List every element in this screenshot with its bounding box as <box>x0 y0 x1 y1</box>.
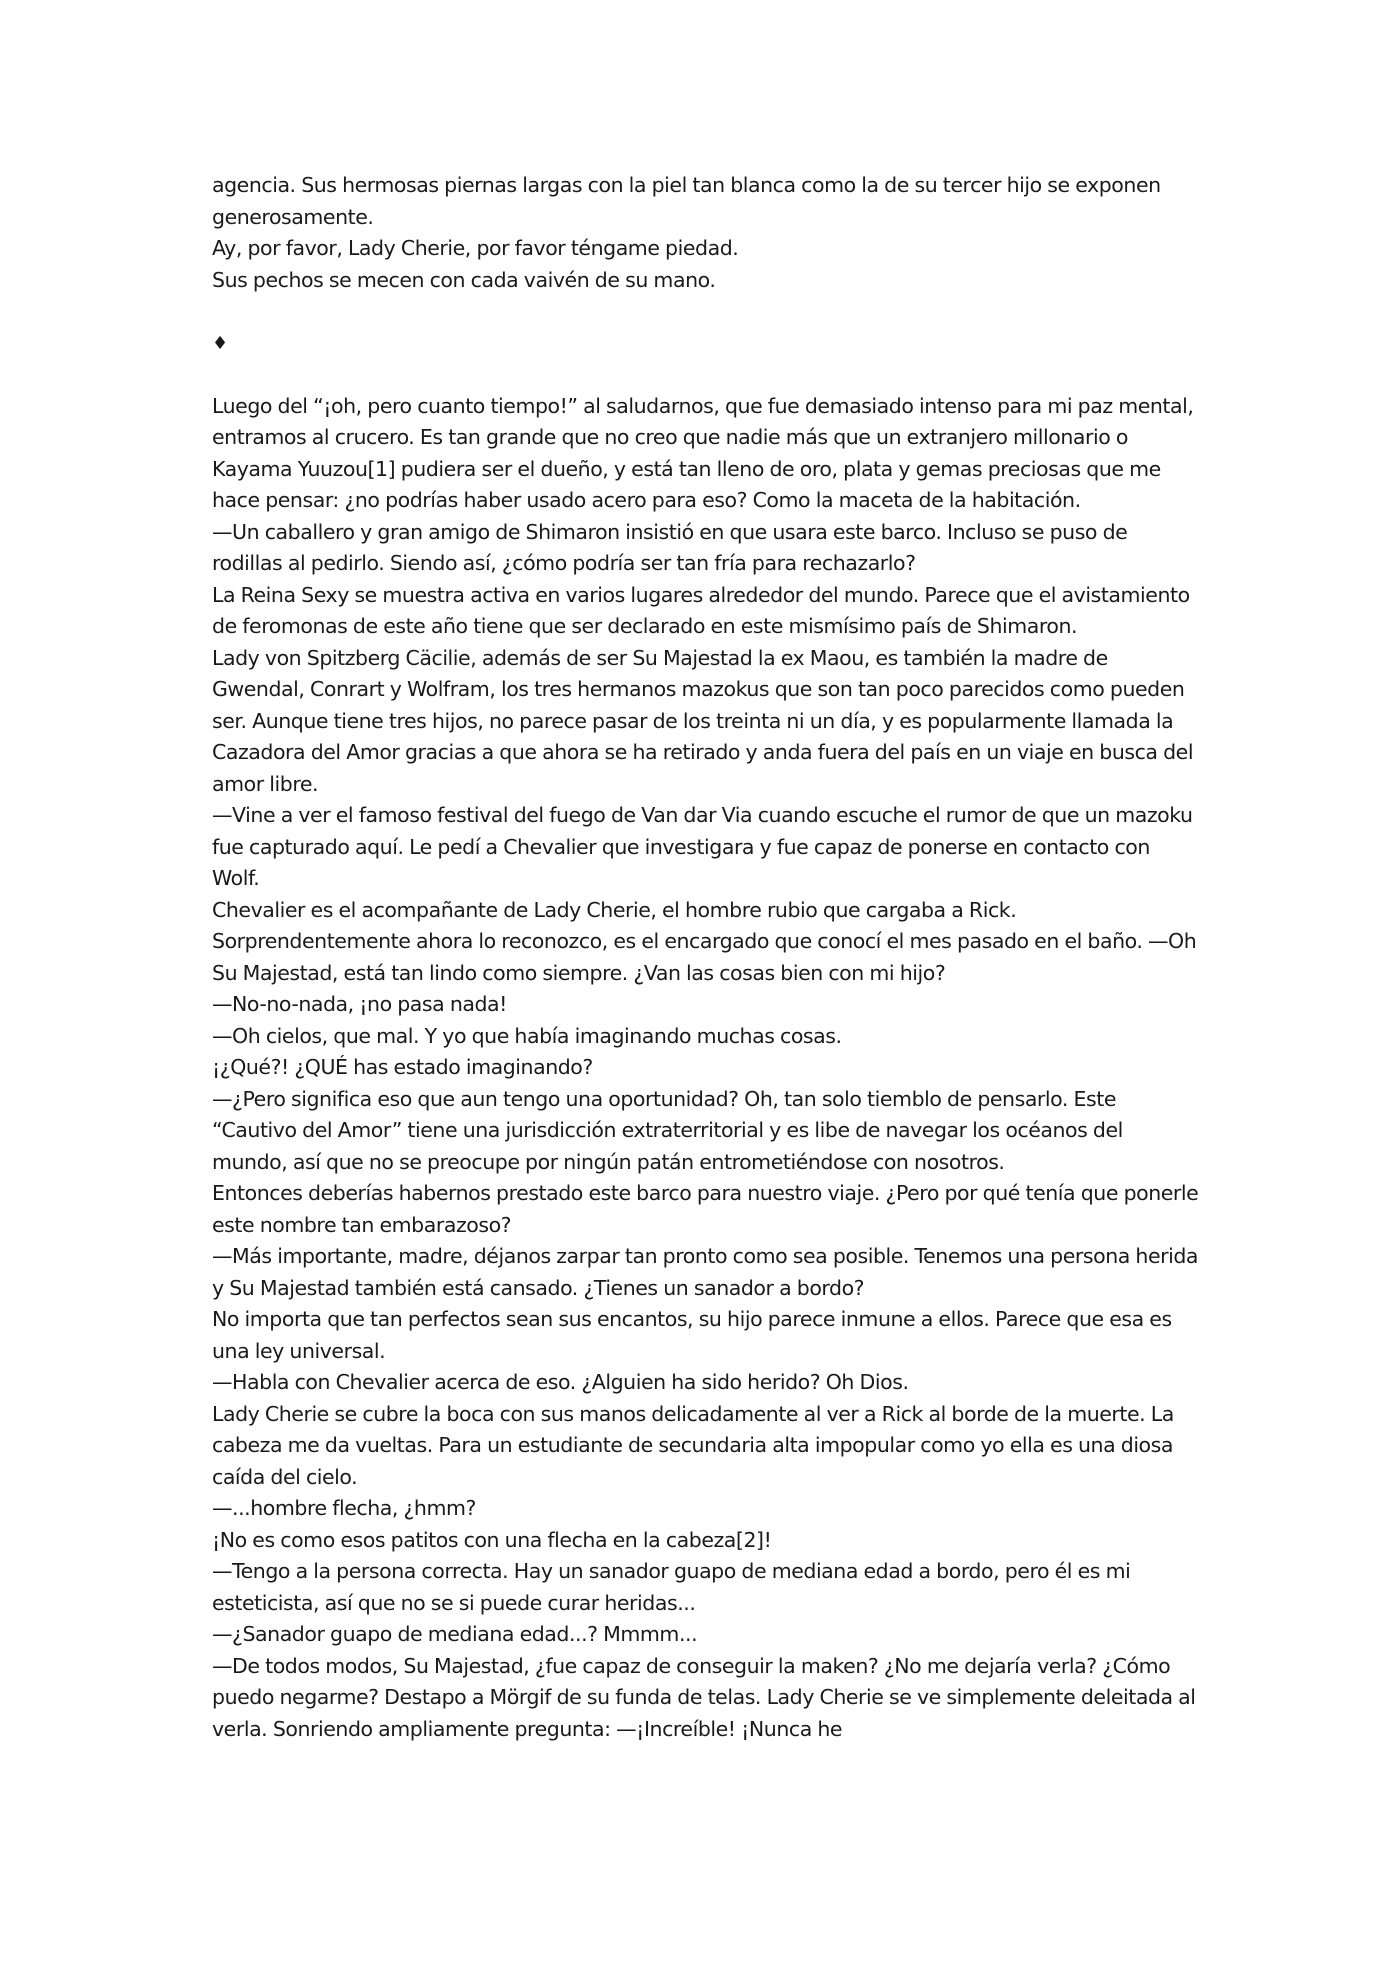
blank-line <box>212 359 1202 391</box>
paragraph: —Habla con Chevalier acerca de eso. ¿Alguien ha sido herido? Oh Dios. <box>212 1370 909 1394</box>
paragraph: —¿Pero significa eso que aun tengo una oportunidad? Oh, tan solo tiemblo de pensarlo. Este “Cautivo del Amor” tiene una jurisdicción extraterritorial y es libe de navegar los océanos del mundo, así que no se preocupe por ningún patán entrometiéndose con nosotros. <box>212 1086 1123 1174</box>
section-separator-diamond: ♦ <box>212 332 228 354</box>
paragraph: —De todos modos, Su Majestad, ¿fue capaz de conseguir la maken? ¿No me dejaría verla? ¿Cómo puedo negarme? Destapo a Mörgif de su funda de telas. Lady Cherie se ve simplemente deleitada al verla. Sonriendo ampliamente pregunta: —¡Increíble! ¡Nunca he <box>212 1653 1196 1741</box>
document-page <box>212 170 1202 1745</box>
paragraph: Sus pechos se mecen con cada vaivén de su mano. <box>212 267 716 292</box>
paragraph: —Vine a ver el famoso festival del fuego de Van dar Via cuando escuche el rumor de que un mazoku fue capturado aquí. Le pedí a Chevalier que investigara y fue capaz de ponerse en contacto con Wolf. <box>212 803 1193 890</box>
paragraph: Ay, por favor, Lady Cherie, por favor téngame piedad. <box>212 236 739 260</box>
blank-line <box>212 296 1202 328</box>
paragraph: —No-no-nada, ¡no pasa nada! <box>212 992 507 1016</box>
paragraph: Lady Cherie se cubre la boca con sus manos delicadamente al ver a Rick al borde de la muerte. La cabeza me da vueltas. Para un estudiante de secundaria alta impopular como yo ella es una diosa caída del cielo. <box>212 1401 1174 1489</box>
paragraph: agencia. Sus hermosas piernas largas con la piel tan blanca como la de su tercer hijo se exponen generosamente. <box>212 173 1161 229</box>
paragraph: —Tengo a la persona correcta. Hay un sanador guapo de mediana edad a bordo, pero él es mi esteticista, así que no se si puede curar heridas... <box>212 1559 1131 1615</box>
paragraph: Entonces deberías habernos prestado este barco para nuestro viaje. ¿Pero por qué tenía que ponerle este nombre tan embarazoso? <box>212 1181 1199 1237</box>
paragraph: ¡No es como esos patitos con una flecha en la cabeza[2]! <box>212 1527 772 1552</box>
paragraph: Lady von Spitzberg Cäcilie, además de ser Su Majestad la ex Maou, es también la madre de Gwendal, Conrart y Wolfram, los tres hermanos mazokus que son tan poco parecidos como pueden ser. Aunque tiene tres hijos, no parece pasar de los treinta ni un día, y es popularmente llamada la Cazadora del Amor gracias a que ahora se ha retirado y anda fuera del país en un viaje en busca del amor libre. <box>212 645 1194 796</box>
paragraph: —Un caballero y gran amigo de Shimaron insistió en que usara este barco. Incluso se puso de rodillas al pedirlo. Siendo así, ¿cómo podría ser tan fría para rechazarlo? <box>212 519 1128 575</box>
paragraph: —Más importante, madre, déjanos zarpar tan pronto como sea posible. Tenemos una persona herida y Su Majestad también está cansado. ¿Tienes un sanador a bordo? <box>212 1244 1199 1300</box>
paragraph: —Oh cielos, que mal. Y yo que había imaginando muchas cosas. <box>212 1023 842 1048</box>
paragraph: —...hombre flecha, ¿hmm? <box>212 1496 476 1520</box>
paragraph: Luego del “¡oh, pero cuanto tiempo!” al saludarnos, que fue demasiado intenso para mi paz mental, entramos al crucero. Es tan grande que no creo que nadie más que un extranjero millonario o Kayama Yuuzou[1] pudiera ser el dueño, y está tan lleno de oro, plata y gemas preciosas que me hace pensar: ¿no podrías haber usado acero para eso? Como la maceta de la habitación. <box>212 393 1194 512</box>
paragraph: No importa que tan perfectos sean sus encantos, su hijo parece inmune a ellos. Parece que esa es una ley universal. <box>212 1307 1172 1363</box>
paragraph: Chevalier es el acompañante de Lady Cherie, el hombre rubio que cargaba a Rick. Sorprendentemente ahora lo reconozco, es el encargado que conocí el mes pasado en el baño. —Oh Su Majestad, está tan lindo como siempre. ¿Van las cosas bien con mi hijo? <box>212 897 1197 985</box>
paragraph: La Reina Sexy se muestra activa en varios lugares alrededor del mundo. Parece que el avistamiento de feromonas de este año tiene que ser declarado en este mismísimo país de Shimaron. <box>212 582 1190 638</box>
paragraph: ¡¿Qué?! ¿QUÉ has estado imaginando? <box>212 1055 593 1079</box>
paragraph: —¿Sanador guapo de mediana edad...? Mmmm... <box>212 1622 698 1646</box>
